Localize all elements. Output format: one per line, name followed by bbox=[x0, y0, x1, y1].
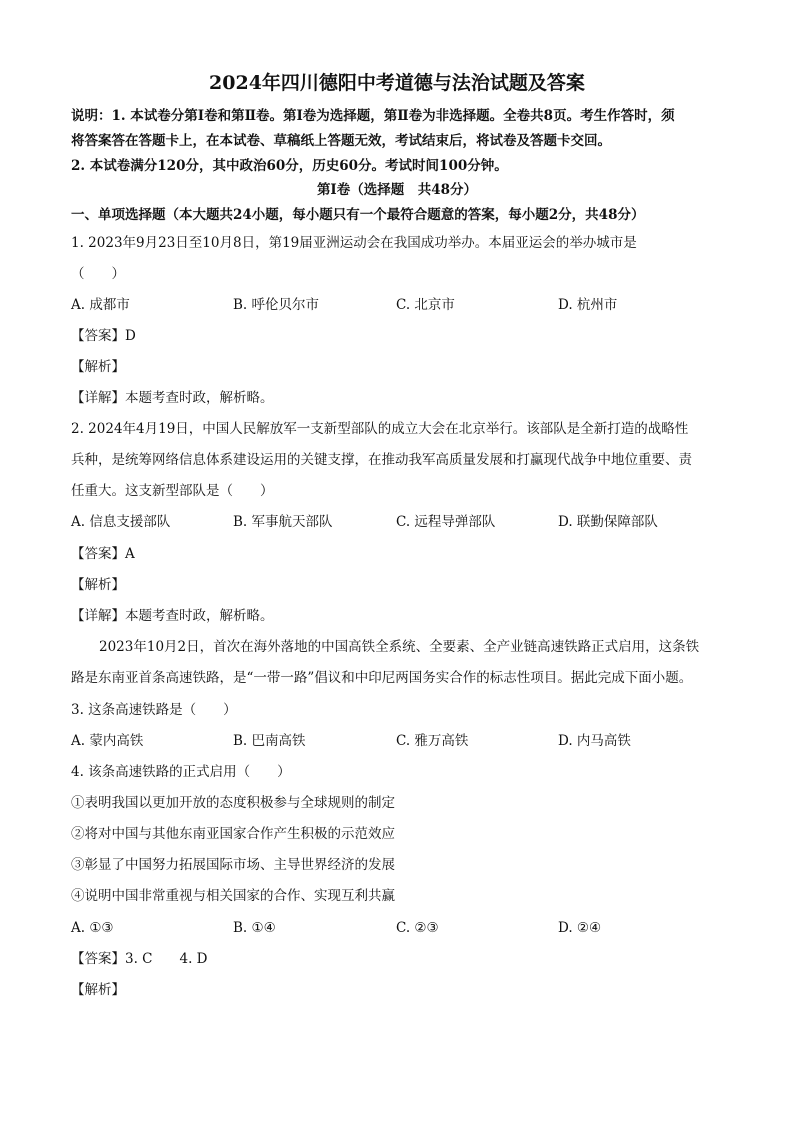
q4-stem: 4. 该条高速铁路的正式启用（ ） bbox=[71, 764, 291, 780]
q3-q4-answer: 【答案】3. C 4. D bbox=[71, 951, 208, 967]
q4-item-3: ③彰显了中国努力拓展国际市场、主导世界经济的发展 bbox=[71, 857, 395, 873]
q2-analysis: 【解析】 bbox=[71, 577, 125, 593]
q1-option-a: A. 成都市 bbox=[71, 297, 130, 313]
q1-option-b: B. 呼伦贝尔市 bbox=[233, 297, 320, 313]
notes-line-2: 将答案答在答题卡上，在本试卷、草稿纸上答题无效，考试结束后，将试卷及答题卡交回。 bbox=[71, 133, 611, 149]
q2-detail: 【详解】本题考查时政，解析略。 bbox=[71, 608, 274, 624]
q2-stem-line-2: 兵种，是统筹网络信息体系建设运用的关键支撑，在推动我军高质量发展和打赢现代战争中地位重要、责 bbox=[71, 452, 692, 468]
q2-option-c: C. 远程导弹部队 bbox=[396, 514, 496, 530]
q4-option-d: D. ②④ bbox=[558, 920, 602, 936]
q2-option-b: B. 军事航天部队 bbox=[233, 514, 333, 530]
q1-option-d: D. 杭州市 bbox=[558, 297, 618, 313]
q4-item-4: ④说明中国非常重视与相关国家的合作、实现互利共赢 bbox=[71, 888, 395, 904]
q3-stem: 3. 这条高速铁路是（ ） bbox=[71, 702, 237, 718]
q3-option-b: B. 巴南高铁 bbox=[233, 733, 306, 749]
material-line-2: 路是东南亚首条高速铁路，是“一带一路”倡议和中印尼两国务实合作的标志性项目。据此完成下面小题。 bbox=[71, 670, 693, 686]
q4-item-1: ①表明我国以更加开放的态度积极参与全球规则的制定 bbox=[71, 795, 395, 811]
q2-answer: 【答案】A bbox=[71, 546, 135, 562]
section-intro: 一、单项选择题（本大题共24小题，每小题只有一个最符合题意的答案，每小题2分，共48分） bbox=[71, 207, 645, 223]
q1-answer: 【答案】D bbox=[71, 328, 136, 344]
q4-option-c: C. ②③ bbox=[396, 920, 439, 936]
q1-detail: 【详解】本题考查时政，解析略。 bbox=[71, 390, 274, 406]
q2-option-d: D. 联勤保障部队 bbox=[558, 514, 658, 530]
q2-stem-line-1: 2. 2024年4月19日，中国人民解放军一支新型部队的成立大会在北京举行。该部队是全新打造的战略性 bbox=[71, 421, 689, 437]
q4-option-a: A. ①③ bbox=[71, 920, 114, 936]
q2-stem-line-3: 任重大。这支新型部队是（ ） bbox=[71, 483, 274, 499]
q3-option-c: C. 雅万高铁 bbox=[396, 733, 469, 749]
q3-option-d: D. 内马高铁 bbox=[558, 733, 631, 749]
q4-item-2: ②将对中国与其他东南亚国家合作产生积极的示范效应 bbox=[71, 826, 395, 842]
q1-stem-line-1: 1. 2023年9月23日至10月8日，第19届亚洲运动会在我国成功举办。本届亚运会的举办城市是 bbox=[71, 235, 637, 251]
q1-analysis: 【解析】 bbox=[71, 359, 125, 375]
q3-q4-analysis: 【解析】 bbox=[71, 982, 125, 998]
material-line-1: 2023年10月2日，首次在海外落地的中国高铁全系统、全要素、全产业链高速铁路正式启用，这条铁 bbox=[99, 639, 700, 655]
notes-line-3: 2. 本试卷满分120分，其中政治60分，历史60分。考试时间100分钟。 bbox=[71, 158, 508, 174]
notes-line-1: 说明：1. 本试卷分第Ⅰ卷和第Ⅱ卷。第Ⅰ卷为选择题，第Ⅱ卷为非选择题。全卷共8页。考生作答时，须 bbox=[71, 108, 675, 124]
q2-option-a: A. 信息支援部队 bbox=[71, 514, 171, 530]
q1-option-c: C. 北京市 bbox=[396, 297, 455, 313]
q4-option-b: B. ①④ bbox=[233, 920, 276, 936]
q1-stem-line-2: （ ） bbox=[71, 266, 125, 282]
section-title: 第Ⅰ卷（选择题 共48分） bbox=[316, 182, 478, 198]
q3-option-a: A. 蒙内高铁 bbox=[71, 733, 144, 749]
page-title: 2024年四川德阳中考道德与法治试题及答案 bbox=[209, 72, 585, 94]
